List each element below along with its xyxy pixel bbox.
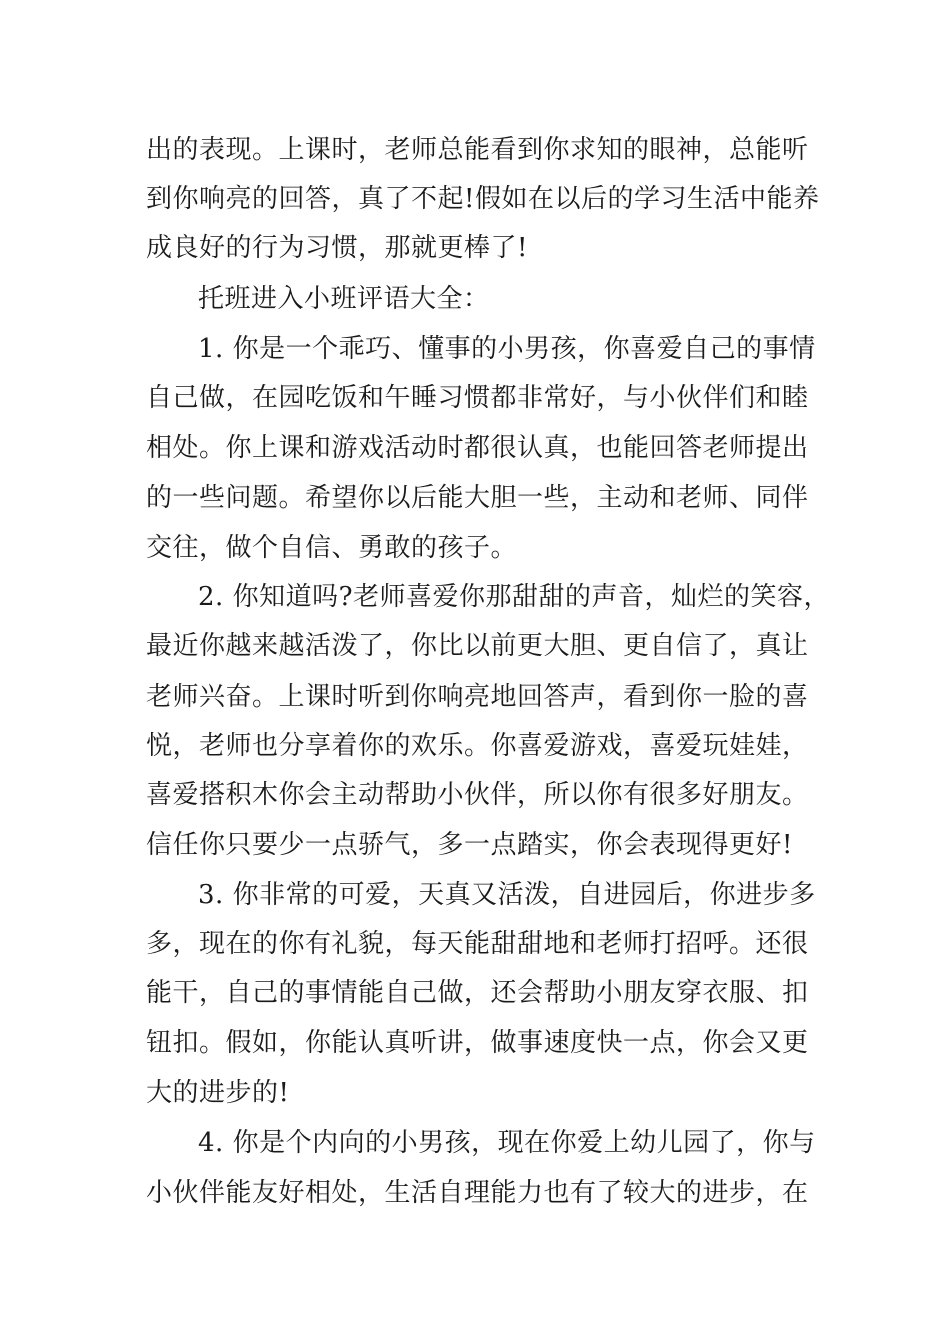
text-line: 交往，做个自信、勇敢的孩子。 [146,533,518,563]
text-line: 到你响亮的回答，真了不起!假如在以后的学习生活中能养 [146,184,820,214]
text-line: 信任你只要少一点骄气，多一点踏实，你会表现得更好! [146,830,793,860]
text-line: 老师兴奋。上课时听到你响亮地回答声，看到你一脸的喜 [146,682,809,712]
section-heading: 托班进入小班评语大全： [198,284,490,314]
text-line: 出的表现。上课时，老师总能看到你求知的眼神，总能听 [146,135,809,165]
text-line: 相处。你上课和游戏活动时都很认真，也能回答老师提出 [146,433,809,463]
text-line: 大的进步的! [146,1078,290,1108]
text-line: 最近你越来越活泼了，你比以前更大胆、更自信了，真让 [146,631,809,661]
text-line: 自己做，在园吃饭和午睡习惯都非常好，与小伙伴们和睦 [146,383,809,413]
text-line: 多，现在的你有礼貌，每天能甜甜地和老师打招呼。还很 [146,929,809,959]
text-line: 小伙伴能友好相处，生活自理能力也有了较大的进步，在 [146,1178,809,1208]
text-line: 2. 你知道吗?老师喜爱你那甜甜的声音，灿烂的笑容， [198,582,831,612]
text-line: 钮扣。假如，你能认真听讲，做事速度快一点，你会又更 [146,1028,809,1058]
text-line: 成良好的行为习惯，那就更棒了! [146,233,528,263]
text-line: 的一些问题。希望你以后能大胆一些，主动和老师、同伴 [146,483,809,513]
text-line: 4. 你是个内向的小男孩，现在你爱上幼儿园了，你与 [198,1128,816,1158]
text-line: 3. 你非常的可爱，天真又活泼，自进园后，你进步多 [198,880,816,910]
text-line: 喜爱搭积木你会主动帮助小伙伴，所以你有很多好朋友。 [146,780,809,810]
text-line: 悦，老师也分享着你的欢乐。你喜爱游戏，喜爱玩娃娃， [146,731,809,761]
text-line: 1. 你是一个乖巧、懂事的小男孩，你喜爱自己的事情 [198,334,816,364]
text-line: 能干，自己的事情能自己做，还会帮助小朋友穿衣服、扣 [146,978,809,1008]
